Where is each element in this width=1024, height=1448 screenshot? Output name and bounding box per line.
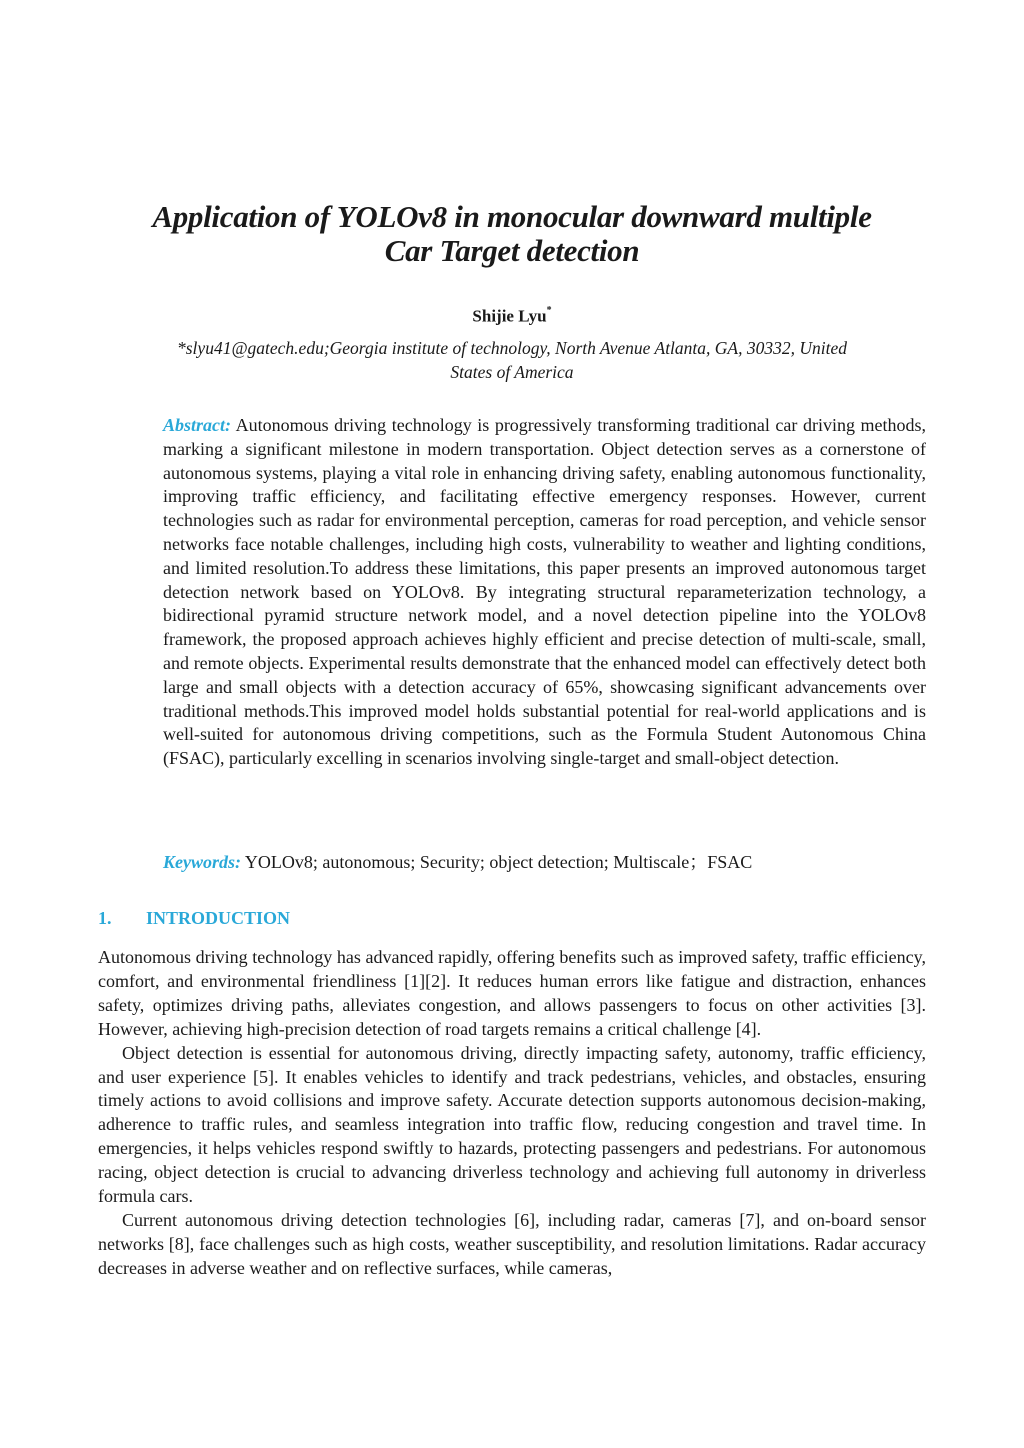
title-line-1: Application of YOLOv8 in monocular downward multiple xyxy=(152,199,872,234)
paper-title xyxy=(80,200,944,268)
author xyxy=(0,302,1024,328)
paragraph: Object detection is essential for autonomous driving, directly impacting safety, autonomy, traffic efficiency, and user experience [5]. It enables vehicles to identify and track pedestrians, vehicles, and obstacles, ensuring timely actions to avoid collisions and improve safety. Accurate detection supports autonomous decision-making, adherence to traffic rules, and seamless integration into traffic flow, reducing congestion and travel time. In emergencies, it helps vehicles respond swiftly to hazards, protecting passengers and pedestrians. For autonomous racing, object detection is crucial to advancing driverless technology and achieving full autonomy in driverless formula cars. xyxy=(98,1042,926,1207)
affiliation-line-1: *slyu41@gatech.edu;Georgia institute of technology, North Avenue Atlanta, GA, 30332, United xyxy=(177,338,847,358)
title-line-2: Car Target detection xyxy=(384,233,640,268)
keywords-label: Keywords: xyxy=(163,852,241,872)
author-mark: * xyxy=(546,305,552,316)
keywords-text: YOLOv8; autonomous; Security; object detection; Multiscale；FSAC xyxy=(244,852,753,872)
section-title: INTRODUCTION xyxy=(146,908,291,928)
abstract xyxy=(163,414,926,771)
affiliation-line-2: States of America xyxy=(450,361,574,382)
abstract-label: Abstract: xyxy=(163,415,232,435)
author-name: Shijie Lyu xyxy=(472,306,547,326)
introduction-body xyxy=(98,946,926,1281)
section-heading-introduction xyxy=(98,906,698,930)
paragraph: Autonomous driving technology has advanced rapidly, offering benefits such as improved safety, traffic efficiency, comfort, and environmental friendliness [1][2]. It reduces human errors like fatigue and distraction, enhances safety, optimizes driving paths, alleviates congestion, and allows passengers to focus on other activities [3]. However, achieving high-precision detection of road targets remains a critical challenge [4]. xyxy=(98,947,926,1039)
affiliation xyxy=(100,337,924,384)
keywords xyxy=(163,850,926,874)
section-number: 1. xyxy=(98,908,112,928)
paragraph: Current autonomous driving detection technologies [6], including radar, cameras [7], and on-board sensor networks [8], face challenges such as high costs, weather susceptibility, and resolution limitations. Radar accuracy decreases in adverse weather and on reflective surfaces, while cameras, xyxy=(98,1209,926,1278)
abstract-text: Autonomous driving technology is progressively transforming traditional car driving methods, marking a significant milestone in modern transportation. Object detection serves as a cornerstone of autonomous systems, playing a vital role in enhancing driving safety, enabling autonomous functionality, improving traffic efficiency, and facilitating effective emergency responses. However, current technologies such as radar for environmental perception, cameras for road perception, and vehicle sensor networks face notable challenges, including high costs, vulnerability to weather and lighting conditions, and limited resolution.To address these limitations, this paper presents an improved autonomous target detection network based on YOLOv8. By integrating structural reparameterization technology, a bidirectional pyramid structure network model, and a novel detection pipeline into the YOLOv8 framework, the proposed approach achieves highly efficient and precise detection of multi-scale, small, and remote objects. Experimental results demonstrate that the enhanced model can effectively detect both large and small objects with a detection accuracy of 65%, showcasing significant advancements over traditional methods.This improved model holds substantial potential for real-world applications and is well-suited for autonomous driving competitions, such as the Formula Student Autonomous China (FSAC), particularly excelling in scenarios involving single-target and small-object detection. xyxy=(163,415,927,769)
